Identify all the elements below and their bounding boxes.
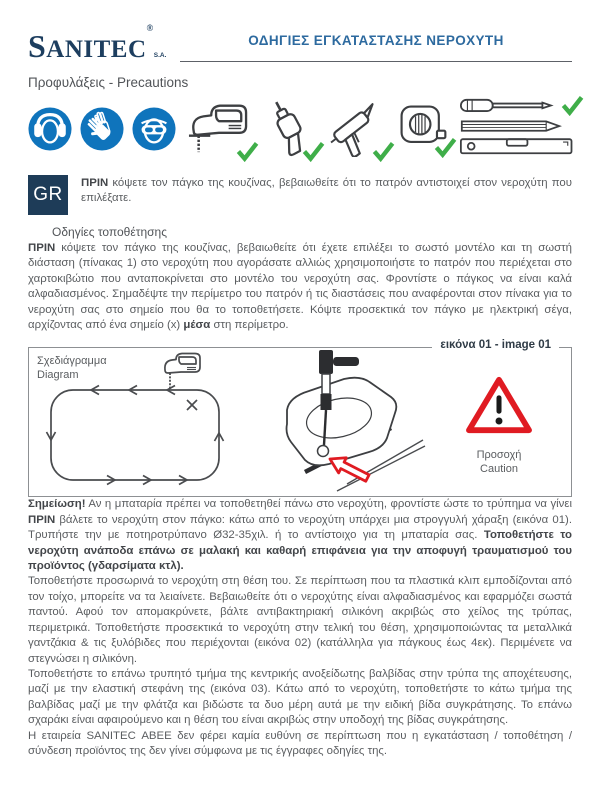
checkmark-icon [561, 95, 584, 116]
checkmark-icon [372, 141, 395, 162]
gr-note-text: ΠΡΙΝ κόψετε τον πάγκο της κουζίνας, βεβαιωθείτε ότι το πατρόν αντιστοιχεί στον νεροχύτη που επιλέξατε. [81, 177, 572, 205]
title-block [180, 33, 572, 62]
language-badge-gr: GR [28, 175, 68, 215]
paragraph-liability: Η εταιρεία SANITEC ΑΒΕΕ δεν φέρει καμία ευθύνη σε περίπτωση που η εγκατάσταση / τοποθέτηση / σύνδεση προϊόντος της δεν γίνει σύμφωνα με τις έγγραφες οδηγίες της. [28, 729, 572, 757]
registered-trademark-icon: ® [146, 23, 154, 33]
tape-measure-icon [396, 101, 450, 158]
precautions-heading: Προφυλάξεις - Precautions [28, 75, 189, 90]
figure-label: εικόνα 01 - image 01 [432, 339, 559, 351]
caulk-gun-icon [326, 97, 388, 162]
drill-into-sink-svg [247, 348, 427, 492]
header [28, 0, 572, 62]
precautions-icons-row [28, 98, 572, 160]
logo-text: S [28, 28, 47, 64]
protective-gloves-icon [80, 107, 124, 151]
paragraph-cutting: ΠΡΙΝ κόψετε τον πάγκο της κουζίνας, βεβαιωθείτε ότι έχετε επιλέξει το σωστό μοντέλο και τη σωστή διάσταση (πίνακας 1) στο νεροχύτη που αγοράσατε αλλιώς χρησιμοποιήστε το πατρόν που περιέχεται στο χαρτοκιβώτιο που ανταποκρίνεται στο μοντέλο του νεροχύτη σας. Φροντίστε ο πάγκος να είναι καλά αλφαδιασμένος. Σημαδέψτε την περίμετρο του πατρόν ή τις διαστάσεις που αναφέρονται στον πίνακα για το νεροχύτη σας στο σημείο που θα το τοποθετήσετε. Κόψτε προσεκτικά τον πάγκο με ηλεκτρική σέγα, αρχίζοντας από ένα σημείο (x) μέσα στη περίμετρο. [28, 242, 572, 332]
ear-protection-icon [28, 107, 72, 151]
checkmark-icon [302, 141, 325, 162]
figure-image-01 [28, 339, 572, 497]
logo-sa-label: S.A. [153, 52, 167, 59]
jigsaw-icon [184, 97, 252, 162]
caution-panel [427, 368, 571, 476]
paragraph-note: Σημείωση! Αν η μπαταρία πρέπει να τοποθετηθεί πάνω στο νεροχύτη, φροντίστε ώστε το τρύπημα να γίνει ΠΡΙΝ βάλετε το νεροχύτη στον πάγκο: κάτω από το νεροχύτη υπάρχει μια στρογγυλή χάραξη (εικόνα 01). Τρυπήστε την με ποτηροτρύπανο Ø32-35χιλ. ή το αντίστοιχο για τη μπαταρία σας. Τοποθετήστε το νεροχύτη ανάποδα επάνω σε μαλακή και καθαρή επιφάνεια για την αποφυγή τραυματισμού του προϊόντος (γδαρσίματα κτλ). [28, 498, 572, 573]
drill-icon [260, 97, 318, 162]
cutting-path-diagram [29, 348, 247, 496]
drill-into-sink-illustration [247, 348, 427, 496]
diagram-caption-el: Σχεδιάγραμμα [37, 355, 107, 368]
gr-note [28, 175, 572, 215]
installation-instructions-heading: Οδηγίες τοποθέτησης [52, 225, 167, 239]
page-title: ΟΔΗΓΙΕΣ ΕΓΚΑΤΑΣΤΑΣΗΣ ΝΕΡΟΧΥΤΗ [248, 33, 504, 48]
caution-label-el: Προσοχή [476, 449, 522, 462]
sanitec-logo [28, 24, 180, 62]
screwdriver-pencil-level-icon [458, 97, 580, 162]
paragraph-valve: Τοποθετήστε το επάνω τρυπητό τμήμα της κεντρικής ανοξείδωτης βαλβίδας στην τρύπα της αποχέτευσης, μαζί με την ελαστική στεφάνη της (εικόνα 03). Κάτω από το νεροχύτη, τοποθετήστε το κάτω τμήμα της βαλβίδας μαζί με την φλάτζα και βιδώστε τα δυο μέρη αυτά με την ειδική βίδα συγκράτησης. Το επάνω σχαράκι είναι αφαιρούμενο και η θέση του είναι ακριβώς στην υποδοχή της βίδας συγκράτησης. [28, 667, 572, 727]
logo-text-rest: ANITEC [46, 36, 147, 63]
safety-goggles-icon [132, 107, 176, 151]
warning-triangle-icon [464, 374, 534, 441]
diagram-caption-en: Diagram [37, 368, 79, 381]
checkmark-icon [434, 137, 457, 158]
checkmark-icon [236, 141, 259, 162]
caution-label-en: Caution [480, 463, 518, 476]
paragraph-temporary-install: Τοποθετήστε προσωρινά το νεροχύτη στη θέση του. Σε περίπτωση που τα πλαστικά κλιπ εμποδίζονται από τον τοίχο, μπορείτε να τα λειαίνετε. Βεβαιωθείτε ότι ο νεροχύτης είναι αλφαδιασμένος και εφαρμόζει σωστά παντού. Αφού τον απομακρύνετε, βάλτε αντιβακτηριακή σιλικόνη ακριβώς στο χείλος της τρύπας, περιμετρικά. Τοποθετήστε προσεκτικά το νεροχύτη στην τελική του θέση, χρησιμοποιώντας τα μεταλλικά γαντζάκια & τις ξυλόβιδες που περιέχονται (εικόνα 02) (κατάλληλα για πάγκους έως 4εκ). Περιμένετε να στεγνώσει η σιλικόνη. [28, 575, 572, 665]
